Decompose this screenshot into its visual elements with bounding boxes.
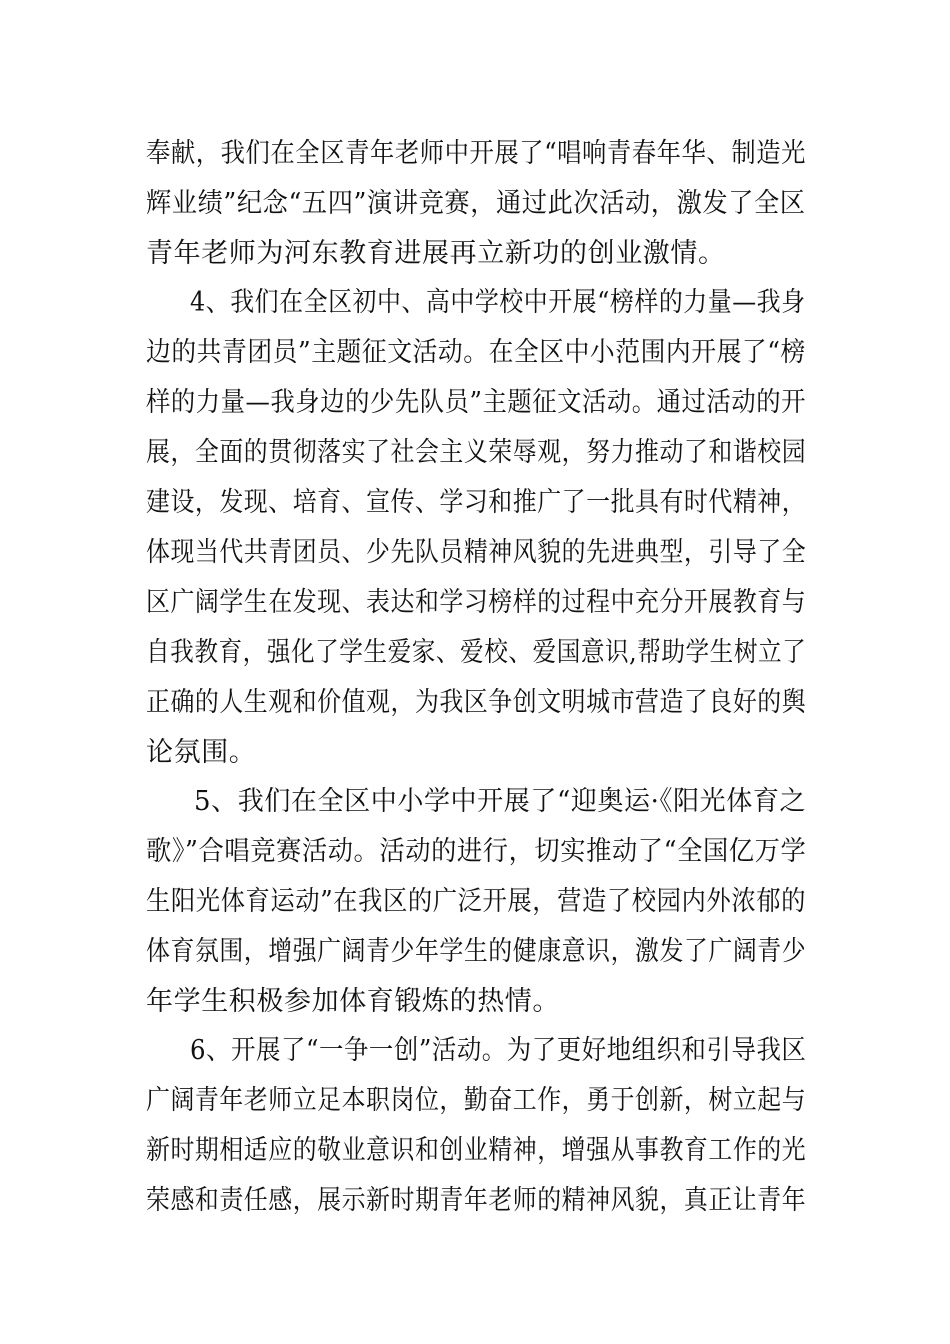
text-line: 样的力量—我身边的少先队员”主题征文活动。通过活动的开 (146, 387, 806, 418)
text-line: 新时期相适应的敬业意识和创业精神，增强从事教育工作的光 (146, 1135, 807, 1166)
text-line: 辉业绩”纪念“五四”演讲竞赛，通过此次活动，激发了全区 (146, 188, 806, 219)
text-line: 奉献，我们在全区青年老师中开展了“唱响青春年华、制造光 (146, 138, 806, 169)
text-line: 正确的人生观和价值观，为我区争创文明城市营造了良好的舆 (146, 687, 807, 718)
text-line: 年学生积极参加体育锻炼的热情。 (146, 986, 560, 1017)
text-line: 论氛围。 (146, 737, 257, 768)
text-line: 5、我们在全区中小学中开展了“迎奥运·《阳光体育之 (194, 786, 807, 817)
text-line: 荣感和责任感，展示新时期青年老师的精神风貌，真正让青年 (146, 1185, 807, 1216)
text-line: 广阔青年老师立足本职岗位，勤奋工作，勇于创新，树立起与 (146, 1085, 807, 1116)
text-line: 生阳光体育运动”在我区的广泛开展，营造了校园内外浓郁的 (146, 886, 806, 917)
text-line: 6、开展了“一争一创”活动。为了更好地组织和引导我区 (190, 1035, 807, 1066)
text-line: 边的共青团员”主题征文活动。在全区中小范围内开展了“榜 (146, 337, 806, 368)
text-line: 自我教育，强化了学生爱家、爱校、爱国意识,帮助学生树立了 (146, 637, 807, 668)
text-line: 体育氛围，增强广阔青少年学生的健康意识，激发了广阔青少 (146, 936, 807, 967)
text-line: 歌》”合唱竞赛活动。活动的进行，切实推动了“全国亿万学 (146, 836, 807, 867)
text-line: 青年老师为河东教育进展再立新功的创业激情。 (146, 238, 726, 269)
text-line: 体现当代共青团员、少先队员精神风貌的先进典型，引导了全 (146, 537, 807, 568)
text-line: 建设，发现、培育、宣传、学习和推广了一批具有时代精神， (146, 487, 807, 518)
text-line: 4、我们在全区初中、高中学校中开展“榜样的力量—我身 (190, 287, 806, 318)
text-line: 展，全面的贯彻落实了社会主义荣辱观，努力推动了和谐校园 (146, 437, 807, 468)
text-line: 区广阔学生在发现、表达和学习榜样的过程中充分开展教育与 (146, 587, 807, 618)
